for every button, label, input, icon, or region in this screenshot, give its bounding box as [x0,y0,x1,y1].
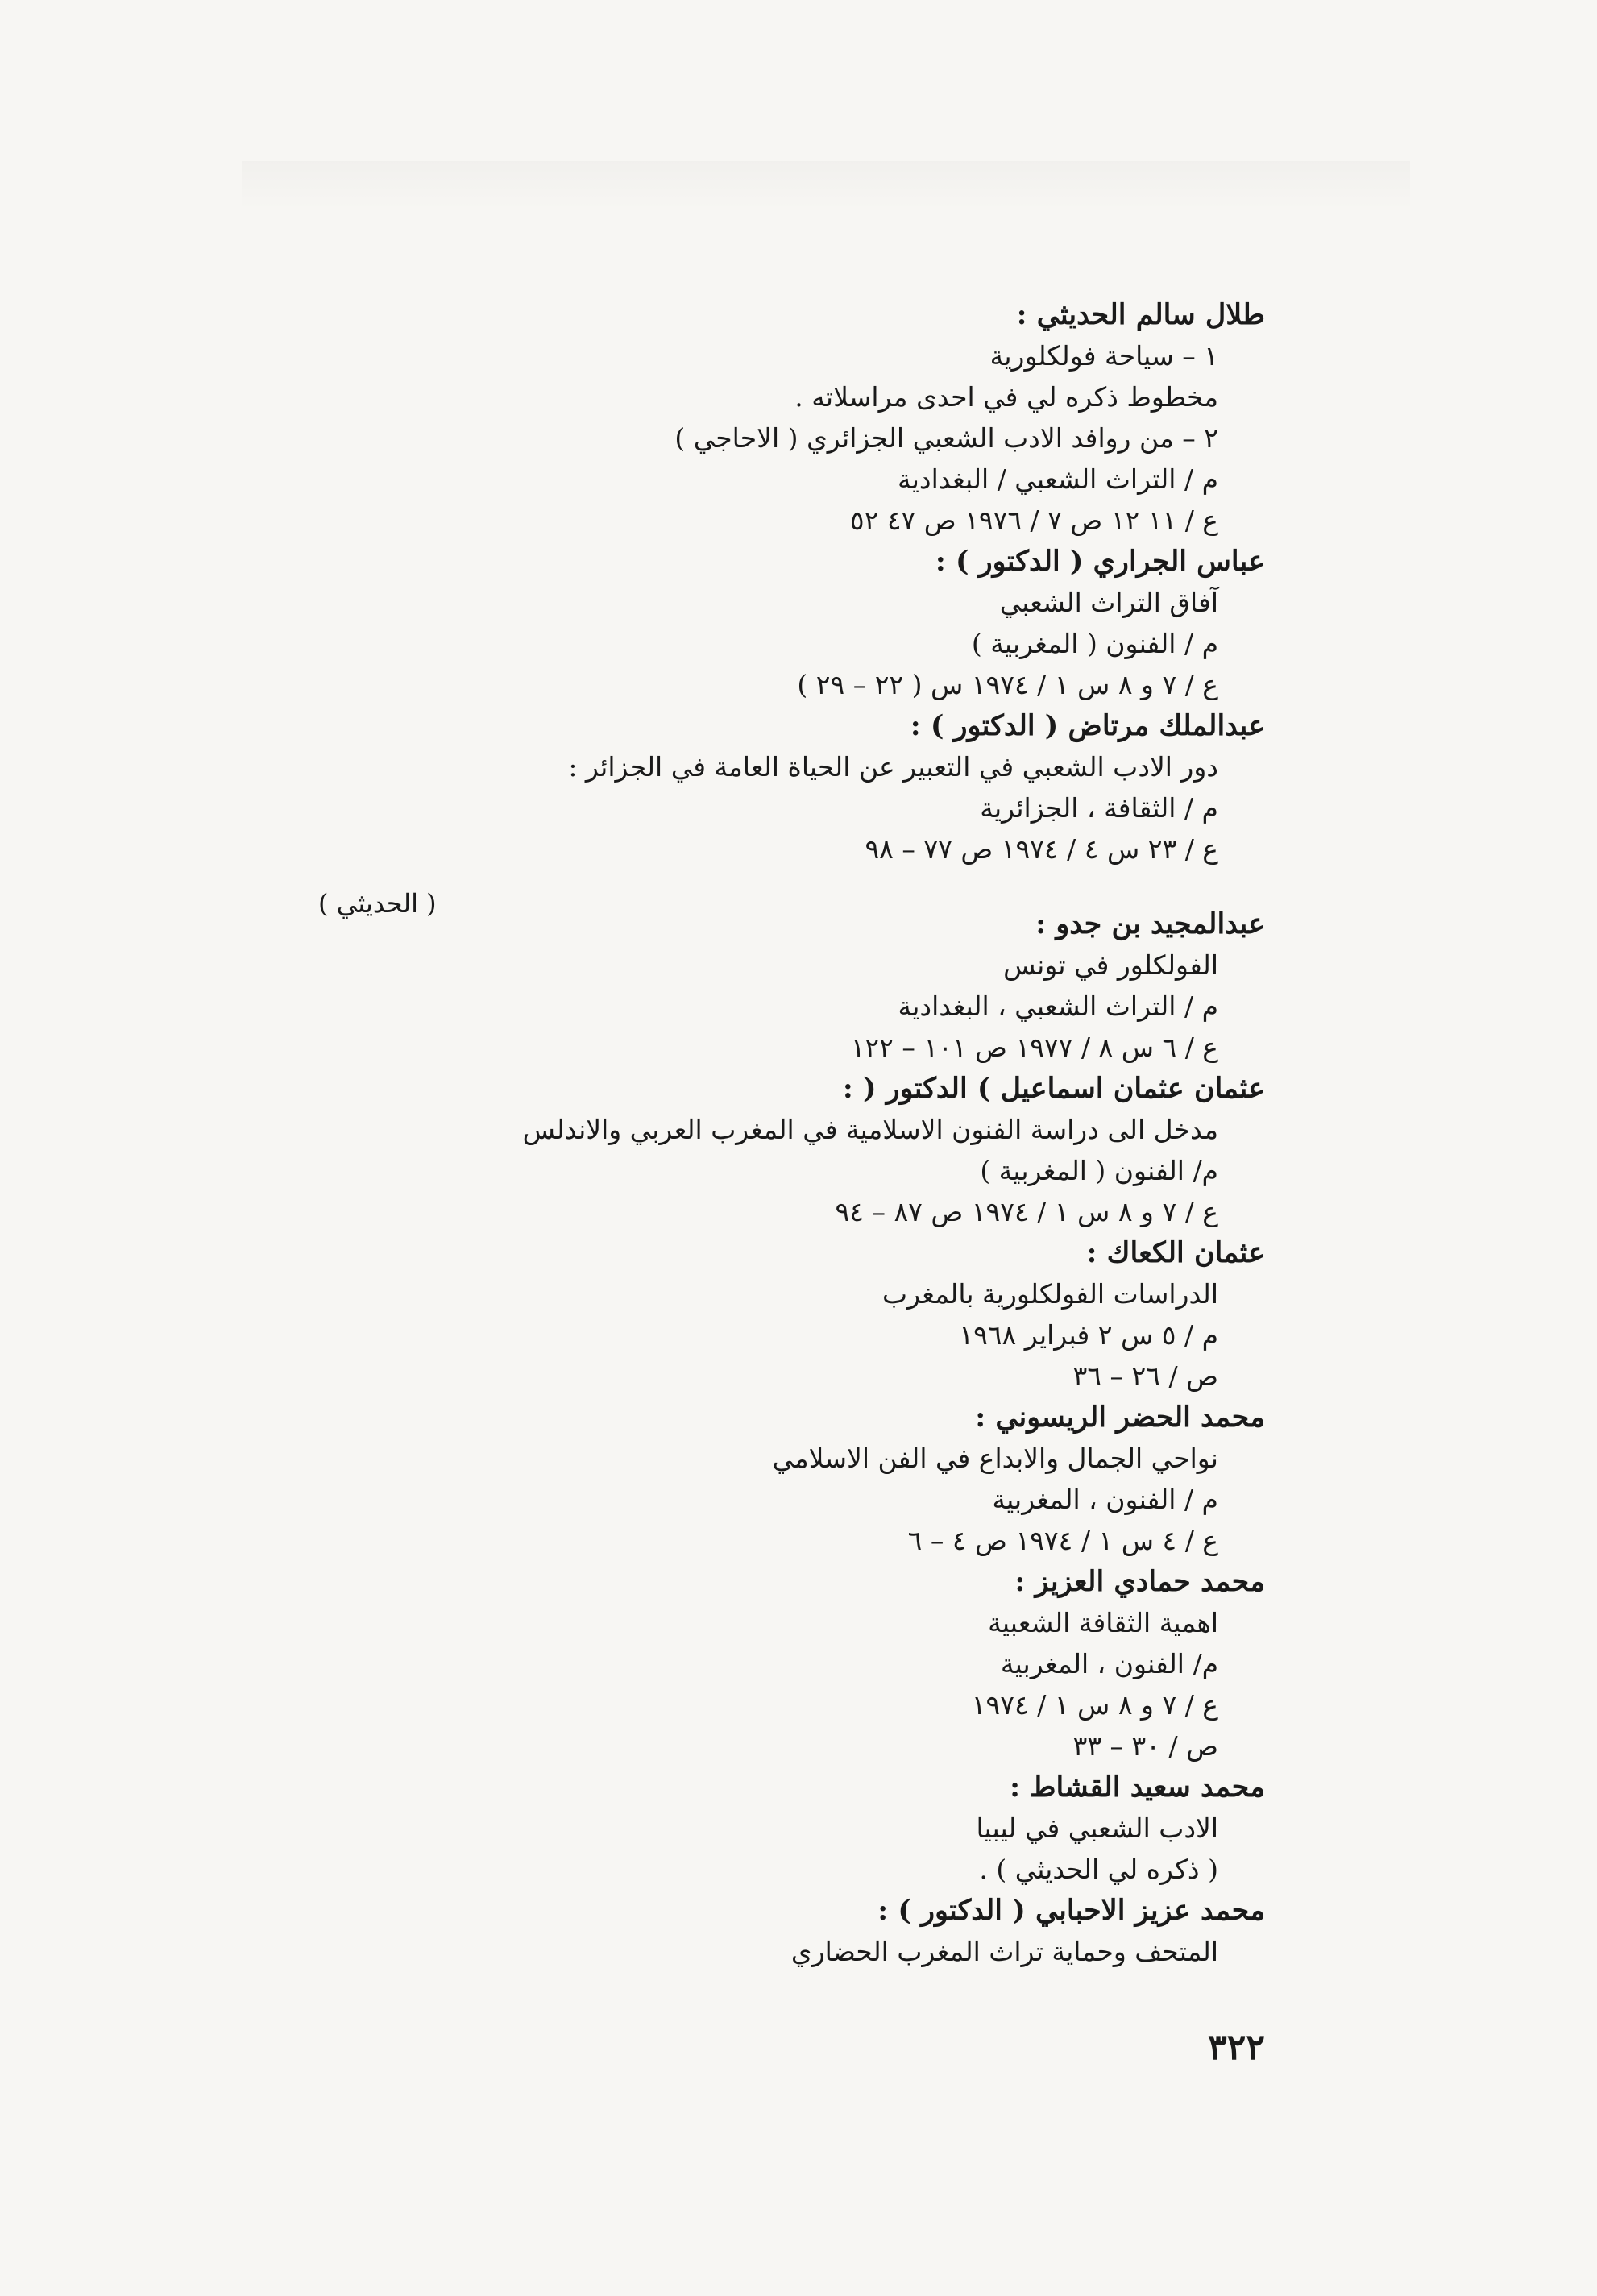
author-heading: محمد الحضر الريسوني : [975,1401,1265,1434]
entry-line: م / الفنون ، المغربية [992,1484,1218,1515]
entry-line: م/ الفنون ( المغربية ) [980,1155,1218,1186]
entry-line: مخطوط ذكره لي في احدى مراسلاته . [794,381,1218,413]
author-heading: محمد عزيز الاحبابي ( الدكتور ) : [877,1894,1265,1927]
entry-line: مدخل الى دراسة الفنون الاسلامية في المغرب العربي والاندلس [522,1114,1218,1145]
author-heading: عثمان عثمان اسماعيل ) الدكتور ( : [842,1072,1265,1105]
entry-line: ع / ٧ و ٨ س ١ / ١٩٧٤ ص ٨٧ – ٩٤ [835,1196,1218,1227]
entry-line: المتحف وحماية تراث المغرب الحضاري [790,1936,1218,1967]
entry-line: الادب الشعبي في ليبيا [976,1812,1218,1844]
author-heading: عباس الجراري ( الدكتور ) : [935,545,1265,578]
entry-line: م / الثقافة ، الجزائرية [980,792,1218,824]
entry-line: م / الفنون ( المغربية ) [971,628,1218,659]
entry-line: ع / ٧ و ٨ س ١ / ١٩٧٤ س ( ٢٢ – ٢٩ ) [797,669,1218,700]
entry-line: م / التراث الشعبي / البغدادية [898,463,1218,495]
entry-line: دور الادب الشعبي في التعبير عن الحياة العامة في الجزائر : [568,751,1218,783]
entry-line: م / التراث الشعبي ، البغدادية [898,990,1218,1022]
entry-gap [298,870,1265,903]
entry-line: ( ذكره لي الحديثي ) . [979,1854,1218,1885]
bibliography-column [298,294,1265,1972]
author-heading: عبدالملك مرتاض ( الدكتور ) : [910,709,1265,742]
entry-line: م/ الفنون ، المغربية [1000,1648,1218,1679]
entry-line: ع / ٤ س ١ / ١٩٧٤ ص ٤ – ٦ [907,1525,1218,1556]
entry-line: اهمية الثقافة الشعبية [988,1607,1218,1638]
entry-line: آفاق التراث الشعبي [999,587,1218,618]
author-heading: طلال سالم الحديثي : [1016,298,1265,331]
author-heading: محمد حمادي العزيز : [1014,1565,1265,1598]
author-heading: محمد سعيد القشاط : [1010,1771,1265,1804]
entry-line: الفولكلور في تونس [1003,949,1218,981]
entry-line: ١ – سياحة فولكلورية [989,340,1218,372]
entry-line: ع / ٦ س ٨ / ١٩٧٧ ص ١٠١ – ١٢٢ [850,1032,1218,1063]
author-heading: عبدالمجيد بن جدو : [1035,907,1265,940]
bleed-through-shadow [242,161,1410,210]
entry-line: ص / ٢٦ – ٣٦ [1072,1360,1218,1392]
entry-line: ع / ٢٣ س ٤ / ١٩٧٤ ص ٧٧ – ٩٨ [865,833,1218,865]
entry-line: ع / ٧ و ٨ س ١ / ١٩٧٤ [971,1689,1218,1721]
entry-line: ع / ١١ ١٢ ص ٧ / ١٩٧٦ ص ٤٧ ٥٢ [849,504,1218,536]
author-heading: عثمان الكعاك : [1086,1236,1265,1269]
entry-line: ص / ٣٠ – ٣٣ [1072,1730,1218,1762]
page-number: ٣٢٢ [1208,2027,1265,2068]
entry-line: نواحي الجمال والابداع في الفن الاسلامي [772,1443,1218,1474]
aside-note: ( الحديثي ) [318,888,437,919]
entry-line: الدراسات الفولكلورية بالمغرب [882,1278,1218,1310]
entry-line: ٢ – من روافد الادب الشعبي الجزائري ( الاحاجي ) [674,422,1218,454]
entry-line: م / ٥ س ٢ فبراير ١٩٦٨ [959,1319,1218,1351]
